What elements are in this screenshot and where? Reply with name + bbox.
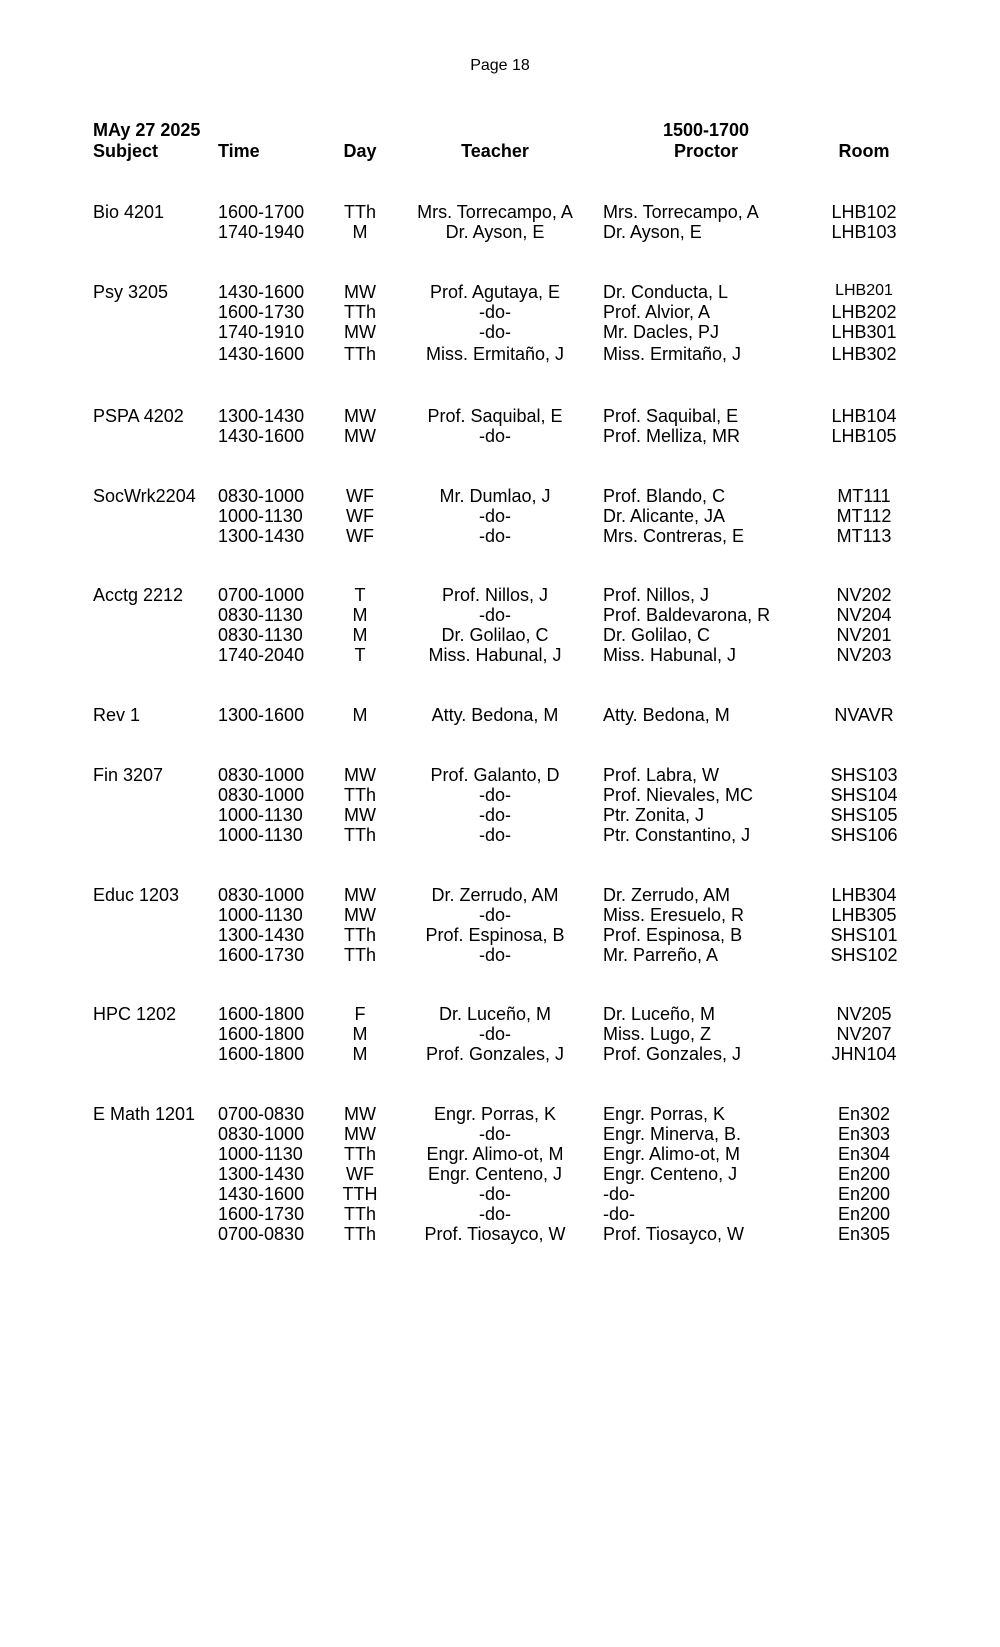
proctor-cell: Prof. Blando, C — [603, 486, 726, 506]
proctor-cell: Prof. Saquibal, E — [603, 406, 739, 426]
day-cell: T — [354, 645, 366, 665]
proctor-cell: Ptr. Constantino, J — [603, 825, 751, 845]
day-cell: MW — [344, 1124, 376, 1144]
schedule-row — [0, 1124, 1000, 1145]
schedule-row — [0, 945, 1000, 966]
room-cell: NV203 — [836, 645, 892, 665]
proctor-cell: Miss. Ermitaño, J — [603, 344, 742, 364]
day-cell: MW — [344, 885, 376, 905]
teacher-cell: Prof. Gonzales, J — [425, 1044, 565, 1064]
room-cell: MT112 — [836, 506, 892, 526]
schedule-row — [0, 1204, 1000, 1225]
subject-cell: Acctg 2212 — [93, 585, 184, 605]
day-cell: MW — [344, 905, 376, 925]
schedule-row — [0, 705, 1000, 726]
room-cell: JHN104 — [831, 1044, 897, 1064]
teacher-cell: Prof. Tiosayco, W — [424, 1224, 566, 1244]
subject-cell: Bio 4201 — [93, 202, 165, 222]
schedule-row — [0, 805, 1000, 826]
schedule-row — [0, 344, 1000, 365]
time-cell: 1430-1600 — [218, 344, 305, 364]
teacher-cell: -do- — [478, 1204, 511, 1224]
room-cell: LHB202 — [831, 302, 897, 322]
schedule-row — [0, 925, 1000, 946]
day-cell: F — [354, 1004, 366, 1024]
subject-cell: SocWrk2204 — [93, 486, 196, 506]
schedule-row — [0, 1144, 1000, 1165]
room-cell: SHS105 — [830, 805, 898, 825]
day-cell: TTh — [343, 1224, 376, 1244]
day-cell: M — [352, 605, 368, 625]
time-cell: 1000-1130 — [218, 506, 303, 526]
time-cell: 1300-1430 — [218, 526, 305, 546]
teacher-cell: Dr. Zerrudo, AM — [431, 885, 559, 905]
proctor-cell: Ptr. Zonita, J — [603, 805, 705, 825]
proctor-cell: Engr. Porras, K — [603, 1104, 726, 1124]
teacher-cell: -do- — [478, 805, 511, 825]
time-cell: 1000-1130 — [218, 905, 303, 925]
schedule-row — [0, 1164, 1000, 1185]
day-cell: TTh — [343, 202, 376, 222]
time-cell: 1600-1700 — [218, 202, 305, 222]
proctor-cell: Dr. Luceño, M — [603, 1004, 716, 1024]
teacher-cell: Engr. Alimo-ot, M — [426, 1144, 564, 1164]
column-header-day: Day — [343, 141, 377, 161]
teacher-cell: Miss. Habunal, J — [428, 645, 562, 665]
schedule-row — [0, 486, 1000, 507]
subject-cell: E Math 1201 — [93, 1104, 196, 1124]
time-cell: 1740-1910 — [218, 322, 305, 342]
room-cell: LHB102 — [831, 202, 897, 222]
column-header-time: Time — [218, 141, 260, 161]
day-cell: MW — [344, 282, 376, 302]
schedule-row — [0, 426, 1000, 447]
time-cell: 1300-1600 — [218, 705, 305, 725]
time-cell: 1000-1130 — [218, 805, 303, 825]
teacher-cell: Dr. Golilao, C — [441, 625, 549, 645]
column-header-room: Room — [838, 141, 890, 161]
column-header-teacher: Teacher — [461, 141, 529, 161]
proctor-cell: Dr. Golilao, C — [603, 625, 711, 645]
schedule-row — [0, 526, 1000, 547]
time-cell: 1740-2040 — [218, 645, 305, 665]
room-cell: En304 — [837, 1144, 891, 1164]
time-cell: 1600-1800 — [218, 1024, 305, 1044]
subject-cell: PSPA 4202 — [93, 406, 184, 426]
room-cell: LHB104 — [831, 406, 897, 426]
teacher-cell: -do- — [478, 506, 511, 526]
proctor-cell: Prof. Nievales, MC — [603, 785, 754, 805]
proctor-cell: Miss. Habunal, J — [603, 645, 737, 665]
day-cell: MW — [344, 765, 376, 785]
schedule-row — [0, 825, 1000, 846]
schedule-row — [0, 202, 1000, 223]
time-cell: 0830-1130 — [218, 605, 303, 625]
time-cell: 1300-1430 — [218, 1164, 305, 1184]
room-cell: MT113 — [836, 526, 892, 546]
time-cell: 0830-1000 — [218, 1124, 305, 1144]
room-cell: SHS101 — [830, 925, 898, 945]
day-cell: M — [352, 1024, 368, 1044]
teacher-cell: -do- — [478, 785, 511, 805]
room-cell: En305 — [837, 1224, 891, 1244]
day-cell: MW — [344, 406, 376, 426]
day-cell: TTh — [343, 785, 376, 805]
schedule-row — [0, 322, 1000, 343]
time-cell: 1600-1730 — [218, 302, 305, 322]
day-cell: MW — [344, 1104, 376, 1124]
day-cell: TTh — [343, 1144, 376, 1164]
time-slot: 1500-1700 — [662, 120, 750, 140]
day-cell: M — [352, 1044, 368, 1064]
day-cell: WF — [346, 1164, 374, 1184]
teacher-cell: Dr. Luceño, M — [438, 1004, 552, 1024]
subject-cell: Rev 1 — [93, 705, 141, 725]
proctor-cell: Mrs. Torrecampo, A — [603, 202, 759, 222]
time-cell: 1430-1600 — [218, 426, 305, 446]
time-cell: 1600-1730 — [218, 1204, 305, 1224]
proctor-cell: Prof. Gonzales, J — [603, 1044, 742, 1064]
time-cell: 0830-1000 — [218, 885, 305, 905]
room-cell: NV202 — [836, 585, 892, 605]
time-cell: 1600-1800 — [218, 1004, 305, 1024]
proctor-cell: Miss. Lugo, Z — [603, 1024, 712, 1044]
proctor-cell: Engr. Centeno, J — [603, 1164, 738, 1184]
proctor-cell: Mrs. Contreras, E — [603, 526, 745, 546]
schedule-row — [0, 885, 1000, 906]
time-cell: 0700-1000 — [218, 585, 305, 605]
proctor-cell: Dr. Conducta, L — [603, 282, 729, 302]
schedule-row — [0, 302, 1000, 323]
teacher-cell: Prof. Agutaya, E — [429, 282, 561, 302]
proctor-cell: Prof. Espinosa, B — [603, 925, 743, 945]
proctor-cell: Mr. Dacles, PJ — [603, 322, 720, 342]
time-cell: 1430-1600 — [218, 282, 305, 302]
room-cell: LHB103 — [831, 222, 897, 242]
schedule-row — [0, 1004, 1000, 1025]
teacher-cell: Prof. Espinosa, B — [425, 925, 565, 945]
teacher-cell: -do- — [478, 945, 511, 965]
proctor-cell: Prof. Labra, W — [603, 765, 720, 785]
room-cell: En302 — [837, 1104, 891, 1124]
schedule-row — [0, 1024, 1000, 1045]
room-cell: MT111 — [837, 486, 891, 506]
column-header-proctor: Proctor — [673, 141, 738, 161]
teacher-cell: Mr. Dumlao, J — [439, 486, 551, 506]
schedule-row — [0, 585, 1000, 606]
day-cell: MW — [344, 322, 376, 342]
room-cell: SHS102 — [830, 945, 898, 965]
time-cell: 1740-1940 — [218, 222, 305, 242]
proctor-cell: Prof. Tiosayco, W — [603, 1224, 745, 1244]
day-cell: MW — [344, 805, 376, 825]
room-cell: LHB302 — [831, 344, 897, 364]
time-cell: 1000-1130 — [218, 825, 303, 845]
schedule-row — [0, 1044, 1000, 1065]
proctor-cell: Prof. Nillos, J — [603, 585, 710, 605]
time-cell: 1430-1600 — [218, 1184, 305, 1204]
teacher-cell: Atty. Bedona, M — [431, 705, 559, 725]
proctor-cell: Atty. Bedona, M — [603, 705, 730, 725]
room-cell: NV205 — [836, 1004, 892, 1024]
day-cell: TTh — [343, 925, 376, 945]
teacher-cell: -do- — [478, 905, 511, 925]
teacher-cell: -do- — [478, 302, 511, 322]
schedule-row — [0, 506, 1000, 527]
time-cell: 1600-1800 — [218, 1044, 305, 1064]
schedule-row — [0, 222, 1000, 243]
room-cell: LHB105 — [831, 426, 897, 446]
teacher-cell: -do- — [478, 1024, 511, 1044]
teacher-cell: -do- — [478, 1184, 511, 1204]
proctor-cell: -do- — [603, 1204, 636, 1224]
subject-cell: Educ 1203 — [93, 885, 180, 905]
schedule-row — [0, 645, 1000, 666]
schedule-row — [0, 1184, 1000, 1205]
time-cell: 1300-1430 — [218, 406, 305, 426]
day-cell: TTh — [343, 1204, 376, 1224]
teacher-cell: -do- — [478, 322, 511, 342]
teacher-cell: Prof. Nillos, J — [441, 585, 549, 605]
time-cell: 0830-1130 — [218, 625, 303, 645]
room-cell: LHB305 — [831, 905, 897, 925]
schedule-row — [0, 905, 1000, 926]
day-cell: WF — [346, 486, 374, 506]
teacher-cell: Prof. Saquibal, E — [427, 406, 563, 426]
time-cell: 0830-1000 — [218, 785, 305, 805]
teacher-cell: -do- — [478, 426, 511, 446]
proctor-cell: Prof. Alvior, A — [603, 302, 711, 322]
proctor-cell: Dr. Alicante, JA — [603, 506, 726, 526]
teacher-cell: -do- — [478, 605, 511, 625]
room-cell: SHS106 — [830, 825, 898, 845]
schedule-row — [0, 282, 1000, 303]
schedule-row — [0, 1224, 1000, 1245]
room-cell: En303 — [837, 1124, 891, 1144]
proctor-cell: Dr. Zerrudo, AM — [603, 885, 731, 905]
day-cell: TTh — [343, 825, 376, 845]
teacher-cell: Engr. Centeno, J — [427, 1164, 563, 1184]
day-cell: TTh — [343, 945, 376, 965]
proctor-cell: Dr. Ayson, E — [603, 222, 702, 242]
room-cell: SHS104 — [830, 785, 898, 805]
teacher-cell: Miss. Ermitaño, J — [425, 344, 565, 364]
proctor-cell: Prof. Baldevarona, R — [603, 605, 771, 625]
room-cell: En200 — [837, 1184, 891, 1204]
room-cell: LHB201 — [835, 282, 893, 299]
time-cell: 1600-1730 — [218, 945, 305, 965]
time-cell: 1000-1130 — [218, 1144, 303, 1164]
room-cell: En200 — [837, 1164, 891, 1184]
teacher-cell: -do- — [478, 825, 511, 845]
time-cell: 0830-1000 — [218, 486, 305, 506]
time-cell: 0700-0830 — [218, 1224, 305, 1244]
subject-cell: Psy 3205 — [93, 282, 169, 302]
day-cell: M — [352, 222, 368, 242]
schedule-row — [0, 406, 1000, 427]
teacher-cell: Dr. Ayson, E — [445, 222, 545, 242]
room-cell: LHB301 — [831, 322, 897, 342]
teacher-cell: Prof. Galanto, D — [430, 765, 560, 785]
proctor-cell: -do- — [603, 1184, 636, 1204]
schedule-row — [0, 1104, 1000, 1125]
day-cell: MW — [344, 426, 376, 446]
day-cell: TTh — [343, 344, 376, 364]
subject-cell: HPC 1202 — [93, 1004, 177, 1024]
day-cell: T — [354, 585, 366, 605]
subject-cell: Fin 3207 — [93, 765, 164, 785]
teacher-cell: -do- — [478, 526, 511, 546]
room-cell: SHS103 — [830, 765, 898, 785]
room-cell: NVAVR — [834, 705, 894, 725]
teacher-cell: Mrs. Torrecampo, A — [417, 202, 573, 222]
exam-date: MAy 27 2025 — [93, 120, 201, 140]
room-cell: NV204 — [836, 605, 892, 625]
room-cell: LHB304 — [831, 885, 897, 905]
room-cell: En200 — [837, 1204, 891, 1224]
schedule-row — [0, 625, 1000, 646]
day-cell: M — [352, 625, 368, 645]
schedule-row — [0, 765, 1000, 786]
time-cell: 1300-1430 — [218, 925, 305, 945]
schedule-row — [0, 605, 1000, 626]
teacher-cell: Engr. Porras, K — [433, 1104, 557, 1124]
page-number: Page 18 — [470, 57, 530, 74]
day-cell: TTh — [343, 302, 376, 322]
day-cell: WF — [346, 506, 374, 526]
column-header-subject: Subject — [93, 141, 159, 161]
room-cell: NV207 — [836, 1024, 892, 1044]
time-cell: 0700-0830 — [218, 1104, 305, 1124]
teacher-cell: -do- — [478, 1124, 511, 1144]
day-cell: TTH — [342, 1184, 378, 1204]
day-cell: WF — [346, 526, 374, 546]
proctor-cell: Miss. Eresuelo, R — [603, 905, 745, 925]
room-cell: NV201 — [836, 625, 892, 645]
proctor-cell: Engr. Alimo-ot, M — [603, 1144, 741, 1164]
schedule-row — [0, 785, 1000, 806]
day-cell: M — [352, 705, 368, 725]
proctor-cell: Prof. Melliza, MR — [603, 426, 741, 446]
time-cell: 0830-1000 — [218, 765, 305, 785]
proctor-cell: Engr. Minerva, B. — [603, 1124, 742, 1144]
proctor-cell: Mr. Parreño, A — [603, 945, 719, 965]
